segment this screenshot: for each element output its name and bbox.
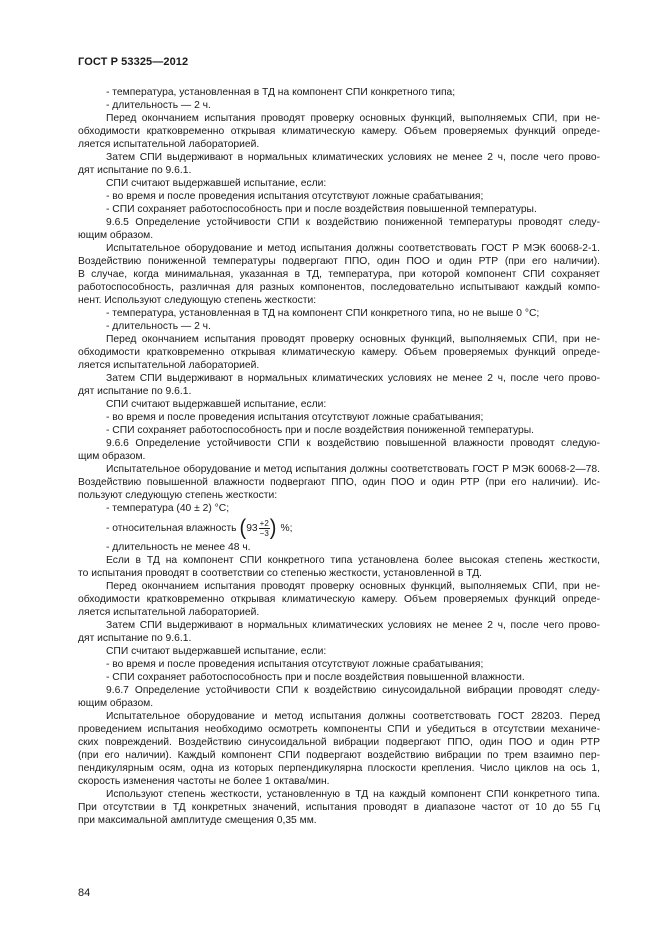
formula-tolerance-upper: +2	[259, 518, 269, 528]
text-line: нент. Используют следующую степень жесткости:	[78, 295, 317, 306]
text-line: дят испытание по 9.6.1.	[78, 633, 192, 644]
text-line: дят испытание по 9.6.1.	[78, 165, 192, 176]
text-line: Затем СПИ выдерживают в нормальных климатических условиях не менее 2 ч, после чего прово-	[106, 373, 600, 384]
text-line: Испытательное оборудование и метод испытания должны соответствовать ГОСТ 28203. Перед	[106, 711, 600, 722]
text-line: СПИ считают выдержавшей испытание, если:	[106, 399, 327, 410]
text-line: ющим образом.	[78, 230, 154, 241]
text-line: Воздействию пониженной температуры подвергают ППО, один ПОО и один РТР (при его наличии).	[78, 256, 600, 267]
text-line: - во время и после проведения испытания отсутствуют ложные срабатывания;	[106, 412, 484, 423]
formula-left-paren: (	[239, 515, 247, 541]
text-line: дят испытание по 9.6.1.	[78, 386, 192, 397]
text-line: - СПИ сохраняет работоспособность при и после воздействия повышенной влажности.	[106, 672, 525, 683]
text-line: - температура, установленная в ТД на компонент СПИ конкретного типа;	[106, 87, 456, 98]
text-line: проведением испытания необходимо осмотреть компоненты СПИ и убедиться в отсутствии механиче-	[78, 724, 600, 735]
text-line: 9.6.6 Определение устойчивости СПИ к воздействию повышенной влажности проводят следую-	[106, 438, 600, 449]
text-line: ляется испытательной лабораторией.	[78, 360, 260, 371]
text-line: ляется испытательной лабораторией.	[78, 607, 260, 618]
text-line: Перед окончанием испытания проводят проверку основных функций, выполняемых СПИ, при не-	[106, 113, 600, 124]
text-line: обходимости кратковременно открывая климатическую камеру. Объем проверяемых функций опреде-	[78, 126, 600, 137]
text-line: ляется испытательной лабораторией.	[78, 139, 260, 150]
text-line: Испытательное оборудование и метод испытания должны соответствовать ГОСТ Р МЭК 60068-2—78.	[106, 464, 600, 475]
text-line: пользуют следующую степень жесткости:	[78, 490, 278, 501]
text-line: Используют степень жесткости, установленную в ТД на каждый компонент СПИ конкретного типа.	[106, 789, 600, 800]
text-line: Если в ТД на компонент СПИ конкретного типа установлена более высокая степень жесткости,	[106, 555, 600, 566]
text-line: СПИ считают выдержавшей испытание, если:	[106, 646, 327, 657]
formula-prefix: - относительная влажность	[106, 522, 237, 534]
formula-tolerance-lower: −3	[259, 528, 269, 538]
text-line: - длительность не менее 48 ч.	[106, 542, 251, 553]
text-line: обходимости кратковременно открывая климатическую камеру. Объем проверяемых функций опреде-	[78, 347, 600, 358]
text-line: при максимальной амплитуде смещения 0,35 мм.	[78, 815, 317, 826]
text-line: - во время и после проведения испытания отсутствуют ложные срабатывания;	[106, 659, 484, 670]
text-line: ских повреждений. Воздействию синусоидальной вибрации подвергают ППО, один ПОО и один РТР	[78, 737, 600, 748]
text-line: В случае, когда минимальная, указанная в ТД, температура, при которой компонент СПИ сохраняет	[78, 269, 600, 280]
formula-suffix: %;	[280, 522, 293, 534]
text-line: Испытательное оборудование и метод испытания должны соответствовать ГОСТ Р МЭК 60068-2-1.	[106, 243, 600, 254]
text-line: Воздействию повышенной влажности подвергают ППО, один ПОО и один РТР (при его наличии). Ис-	[78, 477, 600, 488]
document-header: ГОСТ Р 53325—2012	[78, 56, 189, 68]
text-line: (при его наличии). Каждый компонент СПИ подвергают воздействию вибрации по трем взаимно пер-	[78, 750, 600, 761]
formula-tolerance	[259, 519, 270, 538]
text-line: При отсутствии в ТД конкретных значений, испытания проводят в диапазоне частот от 10 до 55 Гц	[78, 802, 600, 813]
text-line: то испытания проводят в соответствии со степенью жесткости, установленной в ТД.	[78, 568, 483, 579]
text-line: работоспособность, различная для разных компонентов, последовательно испытывают каждый компо-	[78, 282, 600, 293]
text-line: - СПИ сохраняет работоспособность при и после воздействия пониженной температуры.	[106, 425, 535, 436]
text-line: 9.6.7 Определение устойчивости СПИ к воздействию синусоидальной вибрации проводят следу-	[106, 685, 600, 696]
text-line: Перед окончанием испытания проводят проверку основных функций, выполняемых СПИ, при не-	[106, 334, 600, 345]
text-line: Затем СПИ выдерживают в нормальных климатических условиях не менее 2 ч, после чего прово-	[106, 620, 600, 631]
humidity-formula	[78, 515, 600, 541]
text-line: - температура, установленная в ТД на компонент СПИ конкретного типа, но не выше 0 °С;	[106, 308, 540, 319]
text-line: - длительность — 2 ч.	[106, 100, 211, 111]
page-number: 84	[78, 887, 91, 899]
formula-base: 93	[246, 522, 258, 534]
document-body	[78, 86, 600, 827]
text-line: ющим образом.	[78, 698, 154, 709]
text-line: - длительность — 2 ч.	[106, 321, 211, 332]
text-line: Затем СПИ выдерживают в нормальных климатических условиях не менее 2 ч, после чего прово-	[106, 152, 600, 163]
text-line: - СПИ сохраняет работоспособность при и после воздействия повышенной температуры.	[106, 204, 537, 215]
text-line: СПИ считают выдержавшей испытание, если:	[106, 178, 327, 189]
text-line: скорость изменения частоты не более 1 октава/мин.	[78, 776, 330, 787]
text-line: - во время и после проведения испытания отсутствуют ложные срабатывания;	[106, 191, 484, 202]
formula-right-paren: )	[269, 515, 277, 541]
text-line: Перед окончанием испытания проводят проверку основных функций, выполняемых СПИ, при не-	[106, 581, 600, 592]
text-line: обходимости кратковременно открывая климатическую камеру. Объем проверяемых функций опреде-	[78, 594, 600, 605]
text-line: пендикулярным осям, одна из которых перпендикулярна плоскости крепления. Число циклов на ось 1,	[78, 763, 600, 774]
text-line: 9.6.5 Определение устойчивости СПИ к воздействию пониженной температуры проводят следу-	[106, 217, 600, 228]
text-line: - температура (40 ± 2) °С;	[106, 503, 230, 514]
text-line: щим образом.	[78, 451, 146, 462]
